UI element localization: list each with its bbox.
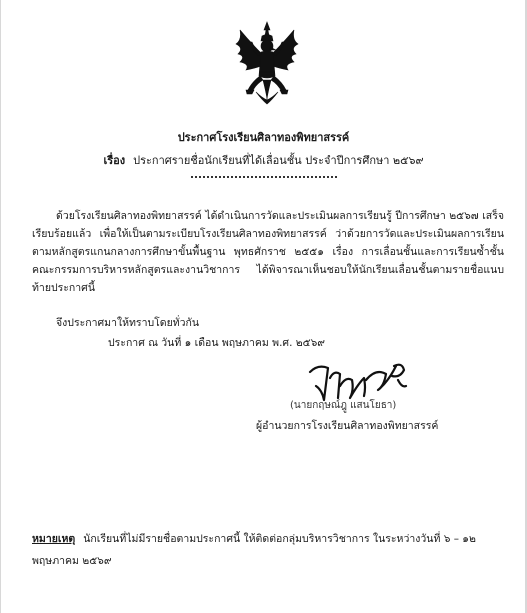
subject-label: เรื่อง bbox=[103, 154, 126, 167]
subject-line bbox=[0, 151, 527, 169]
note-label: หมายเหตุ bbox=[32, 533, 76, 545]
page-border-left bbox=[0, 0, 1, 613]
announce-date: ประกาศ ณ วันที่ ๑ เดือน พฤษภาคม พ.ศ. ๒๕๖๙ bbox=[108, 337, 325, 349]
dotted-separator bbox=[191, 176, 337, 178]
garuda-emblem-icon bbox=[232, 20, 302, 112]
body-paragraph bbox=[32, 207, 504, 297]
document-title: ประกาศโรงเรียนศิลาทองพิทยาสรรค์ bbox=[177, 131, 350, 144]
announce-line: จึงประกาศมาให้ทราบโดยทั่วกัน bbox=[56, 317, 200, 329]
signer-title: ผู้อำนวยการโรงเรียนศิลาทองพิทยาสรรค์ bbox=[256, 420, 439, 432]
note-text: นักเรียนที่ไม่มีรายชื่อตามประกาศนี้ ให้ติดต่อกลุ่มบริหารวิชาการ ในระหว่างวันที่ ๖ – ๑๒ พฤษภาคม ๒๕๖๙ bbox=[32, 533, 476, 567]
note-section bbox=[32, 528, 502, 572]
subject-text: ประกาศรายชื่อนักเรียนที่ได้เลื่อนชั้น ประจำปีการศึกษา ๒๕๖๙ bbox=[133, 154, 424, 167]
body-paragraph-text: ด้วยโรงเรียนศิลาทองพิทยาสรรค์ ได้ดำเนินการวัดและประเมินผลการเรียนรู้ ปีการศึกษา ๒๕๖๗ เสร็จเรียบร้อยแล้ว เพื่อให้เป็นตามระเบียบโรงเรียนศิลาทองพิทยาสรรค์ ว่าด้วยการวัดและประเมินผลการเรียน ตามหลักสูตรแกนกลางการศึกษาขั้นพื้นฐาน พุทธศักราช ๒๕๕๑ เรื่อง การเลื่อนชั้นและการเรียนซ้ำชั้น คณะกรรมการบริหารหลักสูตรและงานวิชาการ ได้พิจารณาเห็นชอบให้นักเรียนเลื่อนชั้นตามรายชื่อแนบท้ายประกาศนี้ bbox=[32, 210, 504, 294]
signer-name: (นายกฤษณ์ฎู แสนโยธา) bbox=[290, 400, 397, 411]
